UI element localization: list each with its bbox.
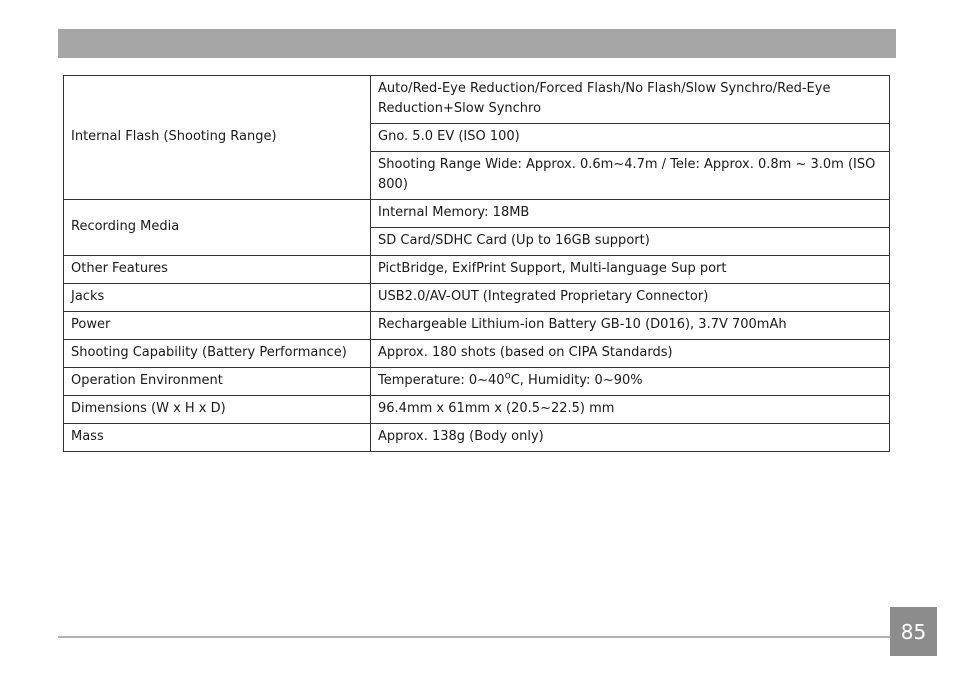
environment-suffix: C, Humidity: 0~90%: [510, 373, 643, 388]
dimensions-value: 96.4mm x 61mm x (20.5~22.5) mm: [371, 396, 890, 424]
table-row: [64, 256, 890, 284]
table-row: [64, 76, 890, 124]
flash-range-value: Shooting Range Wide: Approx. 0.6m~4.7m / Tele: Approx. 0.8m ~ 3.0m (ISO 800): [371, 152, 890, 200]
power-label: Power: [64, 312, 371, 340]
dimensions-label: Dimensions (W x H x D): [64, 396, 371, 424]
media-label: Recording Media: [64, 200, 371, 256]
media-internal-value: Internal Memory: 18MB: [371, 200, 890, 228]
features-label: Other Features: [64, 256, 371, 284]
table-row: [64, 424, 890, 452]
footer-rule: [58, 636, 890, 638]
flash-gno-value: Gno. 5.0 EV (ISO 100): [371, 124, 890, 152]
specifications-table: [63, 75, 890, 452]
table-row: [64, 200, 890, 228]
table-row: [64, 340, 890, 368]
environment-prefix: Temperature: 0~40: [378, 373, 505, 388]
flash-modes-value: Auto/Red-Eye Reduction/Forced Flash/No Flash/Slow Synchro/Red-Eye Reduction+Slow Synchro: [371, 76, 890, 124]
flash-label: Internal Flash (Shooting Range): [64, 76, 371, 200]
mass-value: Approx. 138g (Body only): [371, 424, 890, 452]
capability-value: Approx. 180 shots (based on CIPA Standards): [371, 340, 890, 368]
media-card-value: SD Card/SDHC Card (Up to 16GB support): [371, 228, 890, 256]
table-row: [64, 368, 890, 396]
power-value: Rechargeable Lithium-ion Battery GB-10 (D016), 3.7V 700mAh: [371, 312, 890, 340]
features-value: PictBridge, ExifPrint Support, Multi-language Sup port: [371, 256, 890, 284]
table-row: [64, 312, 890, 340]
environment-value: [371, 368, 890, 396]
header-bar: [58, 29, 896, 58]
jacks-value: USB2.0/AV-OUT (Integrated Proprietary Connector): [371, 284, 890, 312]
mass-label: Mass: [64, 424, 371, 452]
capability-label: Shooting Capability (Battery Performance): [64, 340, 371, 368]
degree-symbol: o: [504, 370, 511, 382]
environment-label: Operation Environment: [64, 368, 371, 396]
jacks-label: Jacks: [64, 284, 371, 312]
table-row: [64, 284, 890, 312]
page-number: 85: [890, 607, 937, 656]
table-row: [64, 396, 890, 424]
